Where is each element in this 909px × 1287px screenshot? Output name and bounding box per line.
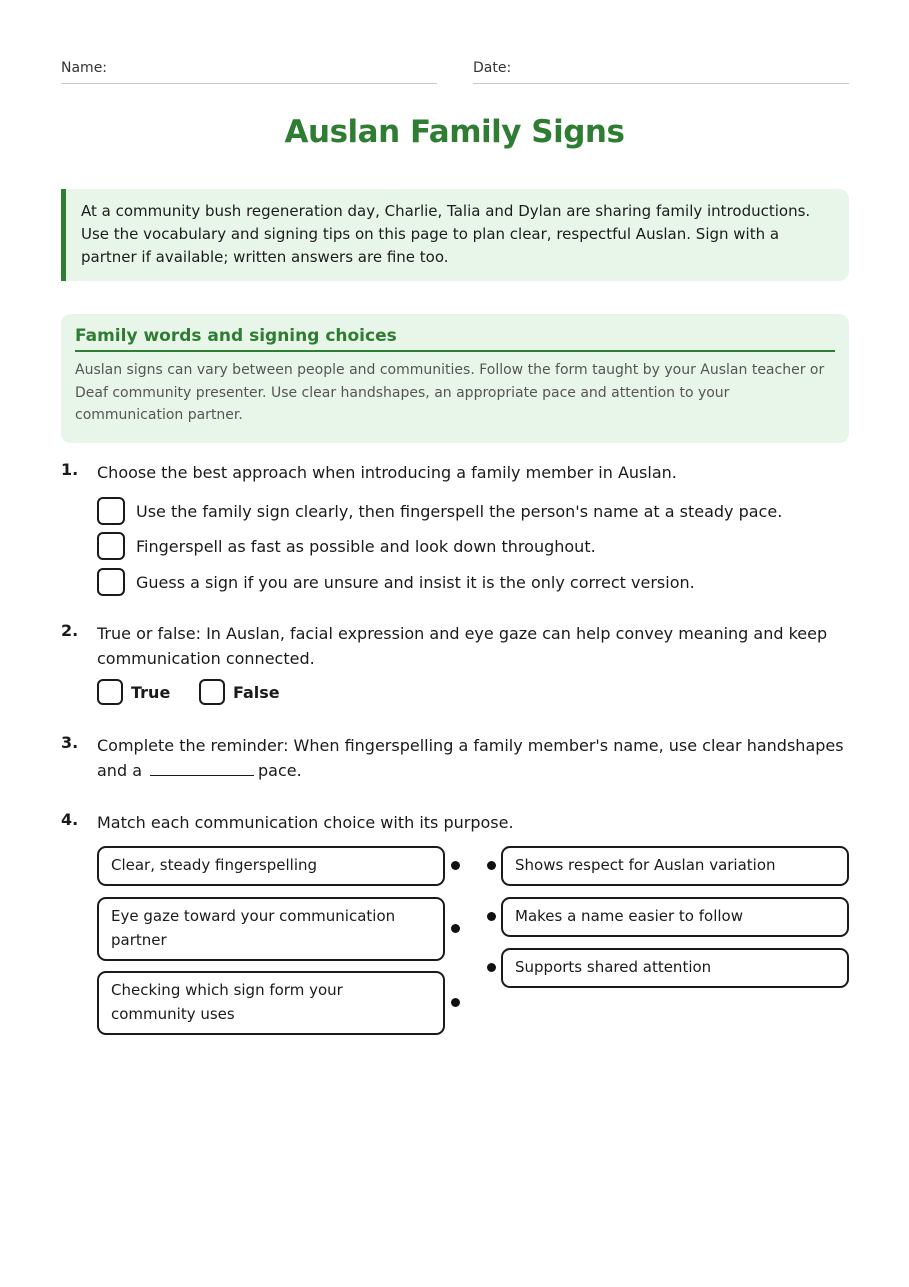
false-label: False [233, 682, 280, 702]
checkbox[interactable] [199, 679, 225, 705]
option-label: Fingerspell as fast as possible and look down throughout. [136, 536, 596, 556]
match-dot-right-2[interactable] [487, 912, 496, 921]
match-right-2[interactable] [501, 897, 849, 937]
vocab-box [61, 314, 849, 443]
vocab-title: Family words and signing choices [75, 326, 835, 352]
question-text [97, 733, 849, 783]
match-label: Supports shared attention [515, 958, 712, 976]
checkbox[interactable] [97, 532, 125, 560]
match-left-2[interactable] [97, 897, 445, 961]
q1-option-3[interactable] [97, 568, 695, 596]
question-number: 3. [61, 733, 79, 752]
checkbox[interactable] [97, 568, 125, 596]
match-dot-left-1[interactable] [451, 861, 460, 870]
text-after-blank: pace. [258, 761, 302, 780]
header-fields [61, 60, 849, 84]
match-label: Shows respect for Auslan variation [515, 856, 776, 874]
date-label: Date: [473, 60, 512, 76]
date-field[interactable] [473, 60, 849, 84]
option-label: Use the family sign clearly, then fingerspell the person's name at a steady pace. [136, 501, 783, 521]
name-field[interactable] [61, 60, 437, 84]
match-right-1[interactable] [501, 846, 849, 886]
option-label: Guess a sign if you are unsure and insist it is the only correct version. [136, 572, 695, 592]
match-left-1[interactable] [97, 846, 445, 886]
q1-option-2[interactable] [97, 532, 596, 560]
question-text: Choose the best approach when introducing a family member in Auslan. [97, 463, 677, 482]
question-number: 4. [61, 810, 79, 829]
match-dot-right-3[interactable] [487, 963, 496, 972]
question-number: 2. [61, 621, 79, 640]
match-right-3[interactable] [501, 948, 849, 988]
match-dot-right-1[interactable] [487, 861, 496, 870]
page-title: Auslan Family Signs [284, 114, 625, 150]
checkbox[interactable] [97, 679, 123, 705]
name-label: Name: [61, 60, 108, 76]
true-option[interactable] [97, 679, 170, 705]
match-label: Checking which sign form your community uses [111, 981, 343, 1023]
q1-option-1[interactable] [97, 497, 782, 525]
checkbox[interactable] [97, 497, 125, 525]
intro-box [61, 189, 849, 281]
answer-blank[interactable] [150, 759, 254, 776]
question-text: Match each communication choice with its purpose. [97, 813, 514, 832]
match-label: Eye gaze toward your communication partner [111, 907, 396, 949]
match-label: Clear, steady fingerspelling [111, 856, 318, 874]
intro-text: At a community bush regeneration day, Charlie, Talia and Dylan are sharing family introductions. Use the vocabulary and signing tips on this page to plan clear, respectful Auslan. Sign with a partner if available; written answers are fine too. [81, 202, 811, 266]
match-dot-left-2[interactable] [451, 924, 460, 933]
question-number: 1. [61, 460, 79, 479]
text-before-blank: Complete the reminder: When fingerspelling a family member's name, use clear handshapes and a [97, 736, 844, 780]
true-label: True [131, 682, 171, 702]
match-dot-left-3[interactable] [451, 998, 460, 1007]
false-option[interactable] [199, 679, 280, 705]
match-left-3[interactable] [97, 971, 445, 1035]
vocab-text: Auslan signs can vary between people and communities. Follow the form taught by your Auslan teacher or Deaf community presenter. Use clear handshapes, an appropriate pace and attention to your communication partner. [75, 362, 825, 423]
match-label: Makes a name easier to follow [515, 907, 743, 925]
question-text: True or false: In Auslan, facial expression and eye gaze can help convey meaning and keep communication connected. [97, 624, 828, 668]
